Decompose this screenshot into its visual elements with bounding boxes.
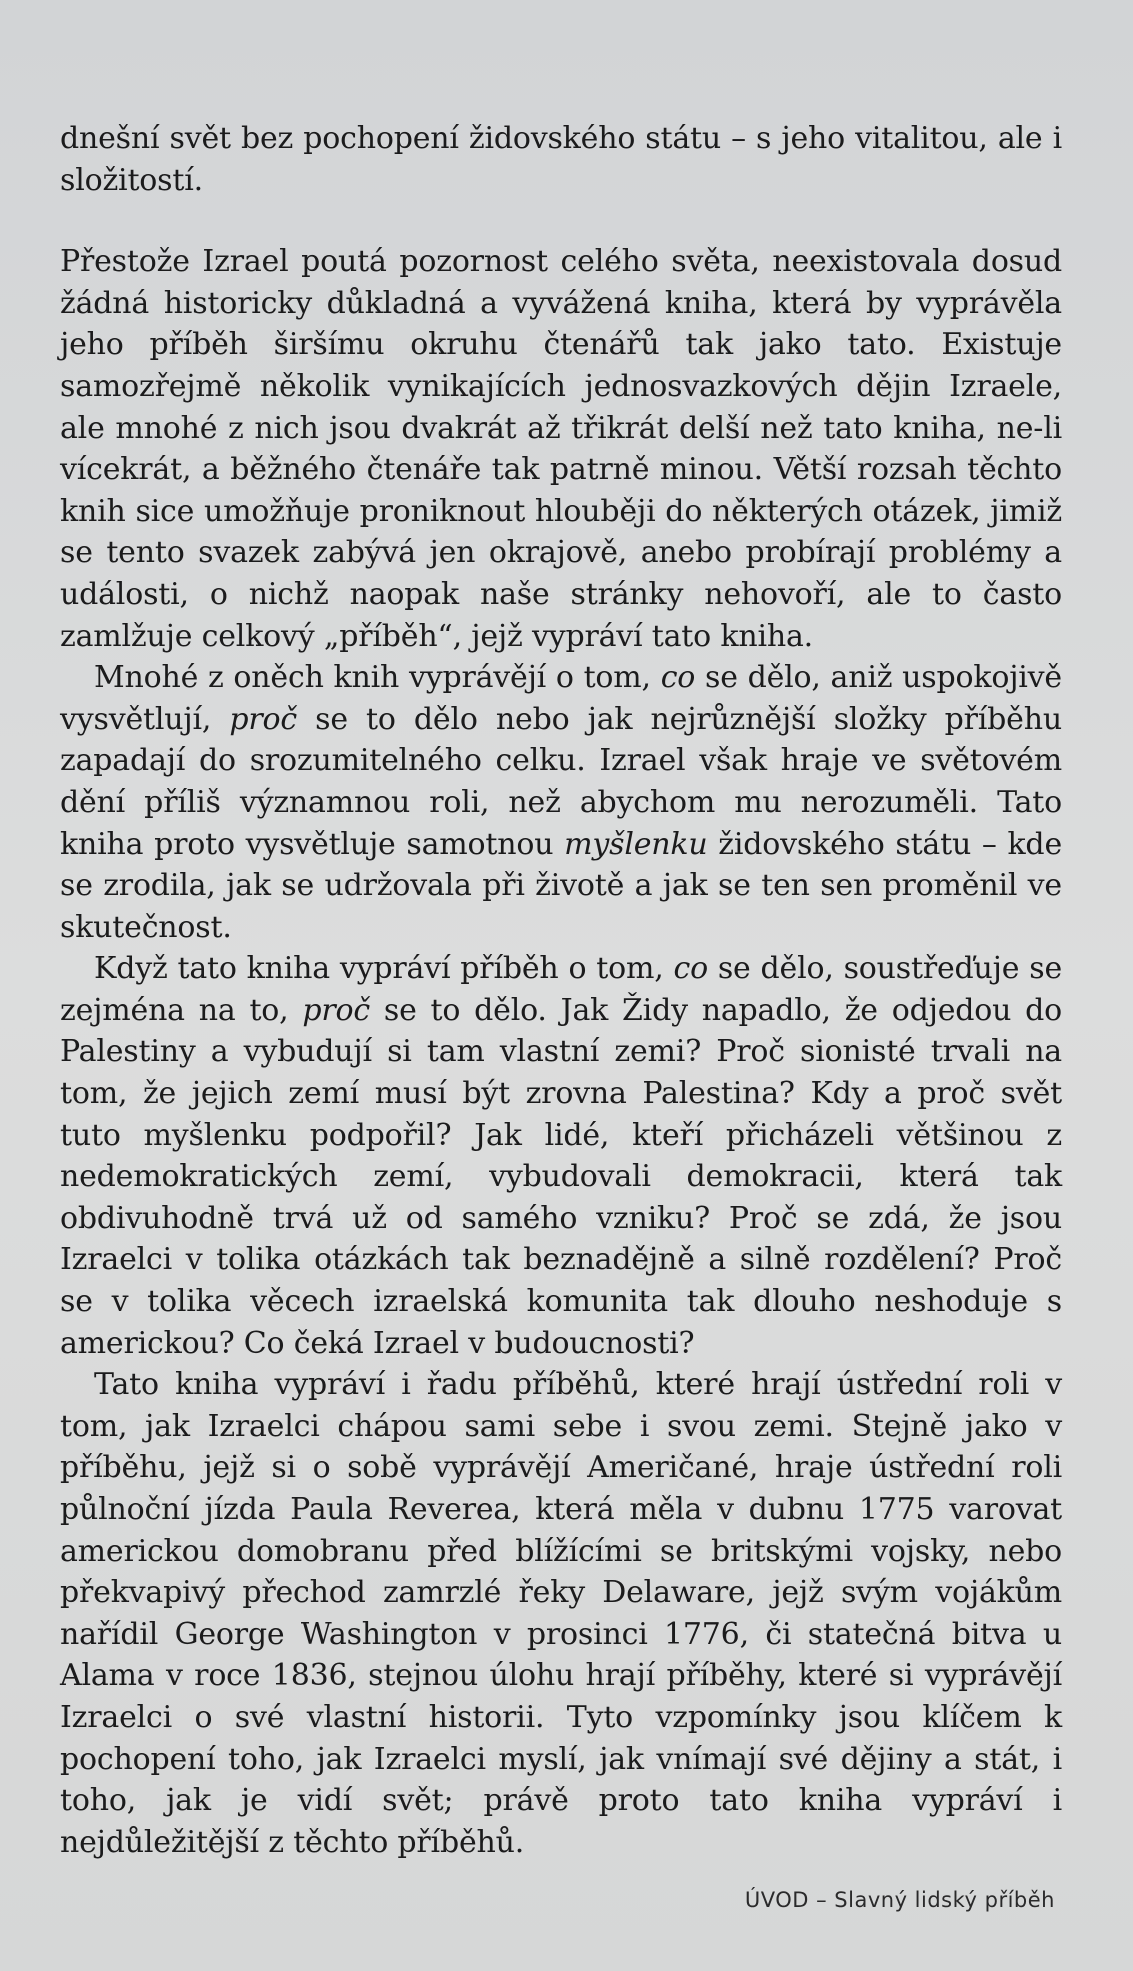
paragraph-text: se dělo, soustřeďuje se zejména na to, [60, 951, 1062, 1028]
emphasis-text: proč [229, 701, 297, 737]
paragraph [60, 948, 1062, 1364]
emphasis-text: myšlenku [564, 826, 708, 862]
paragraph-text: Když tato kniha vypráví příběh o tom, [94, 951, 674, 987]
paragraph-text: dnešní svět bez pochopení židovského státu – s jeho vitalitou, ale i složitostí. [60, 121, 1062, 198]
body-text [60, 118, 1062, 1863]
paragraph-text: Mnohé z oněch knih vyprávějí o tom, [94, 660, 661, 696]
emphasis-text: co [660, 660, 696, 696]
paragraph-text: se dělo, aniž uspokojivě vysvětlují, [60, 660, 1062, 737]
paragraph-text: se to dělo nebo jak nejrůznější složky příběhu zapadají do srozumitelného celku. Izrael však hraje ve světovém dění příliš významnou roli, než abychom mu nerozuměli. Tato kniha proto vysvětluje samotnou [60, 701, 1062, 862]
paragraph-text: Přestože Izrael poutá pozornost celého světa, neexistovala dosud žádná historicky důkladná a vyvážená kniha, která by vyprávěla jeho příběh širšímu okruhu čtenářů tak jako tato. Existuje samozřejmě několik vynikajících jednosvazkových dějin Izraele, ale mnohé z nich jsou dvakrát až třikrát delší než tato kniha, ne-li vícekrát, a běžného čtenáře tak patrně minou. Větší rozsah těchto knih sice umožňuje proniknout hlouběji do některých otázek, jimiž se tento svazek zabývá jen okrajově, anebo probírají problémy a události, o nichž naopak naše stránky nehovoří, ale to často zamlžuje celkový „příběh“, jejž vypráví tato kniha. [60, 244, 1062, 654]
paragraph-text: židovského státu – kde se zrodila, jak se udržovala při životě a jak se ten sen proměnil ve skutečnost. [60, 826, 1062, 945]
emphasis-text: co [673, 951, 708, 987]
paragraph-text: Tato kniha vypráví i řadu příběhů, které hrají ústřední roli v tom, jak Izraelci chápou sami sebe i svou zemi. Stejně jako v příběhu, jejž si o sobě vyprávějí Američané, hraje ústřední roli půlnoční jízda Paula Reverea, která měla v dubnu 1775 varovat americkou domobranu před blížícími se britskými vojsky, nebo překvapivý přechod zamrzlé řeky Delaware, jejž svým vojákům nařídil George Washington v prosinci 1776, či statečná bitva u Alama v roce 1836, stejnou úlohu hrají příběhy, které si vyprávějí Izraelci o své vlastní historii. Tyto vzpomínky jsou klíčem k pochopení toho, jak Izraelci myslí, jak vnímají své dějiny a stát, i toho, jak je vidí svět; právě proto tato kniha vypráví i nejdůležitější z těchto příběhů. [60, 1367, 1062, 1860]
running-footer: ÚVOD – Slavný lidský příběh [744, 1888, 1055, 1912]
emphasis-text: proč [302, 992, 371, 1028]
paragraph [60, 657, 1062, 948]
paragraph [60, 241, 1062, 657]
paragraph [60, 118, 1062, 201]
paragraph [60, 1364, 1062, 1863]
paragraph-text: se to dělo. Jak Židy napadlo, že odjedou do Palestiny a vybudují si tam vlastní zemi? Proč sionisté trvali na tom, že jejich zemí musí být zrovna Palestina? Kdy a proč svět tuto myšlenku podpořil? Jak lidé, kteří přicházeli většinou z nedemokratických zemí, vybudovali demokracii, která tak obdivuhodně trvá už od samého vzniku? Proč se zdá, že jsou Izraelci v tolika otázkách tak beznadějně a silně rozdělení? Proč se v tolika věcech izraelská komunita tak dlouho neshoduje s americkou? Co čeká Izrael v budoucnosti? [60, 992, 1062, 1361]
